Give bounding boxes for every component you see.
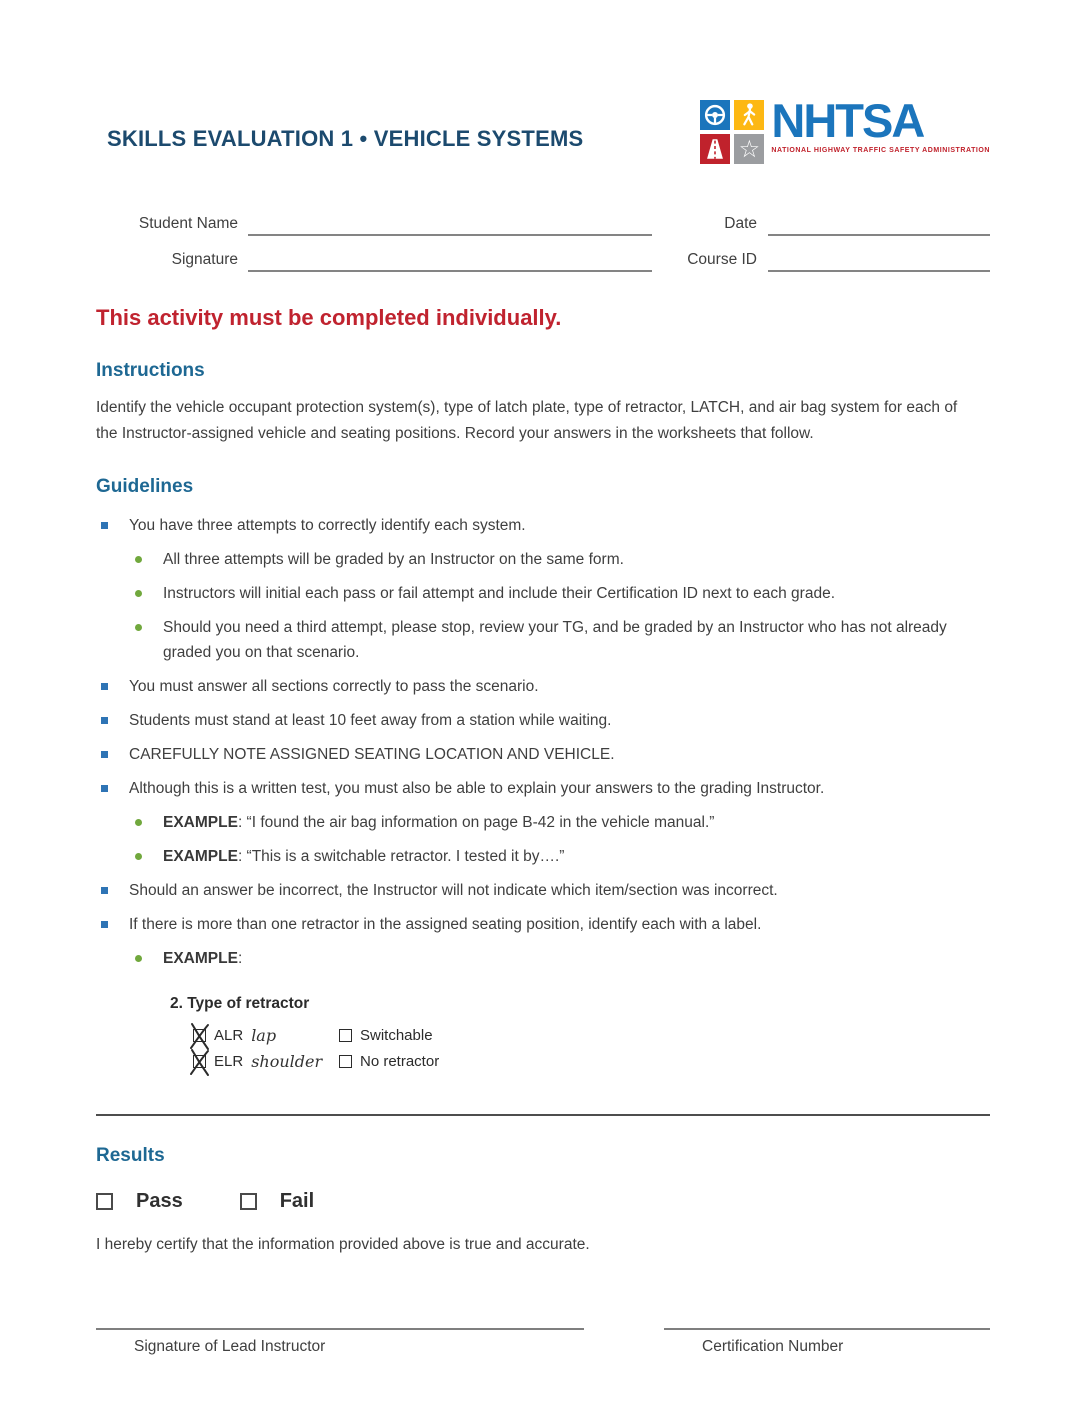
round-bullet-icon [135,955,142,962]
handwritten-note: lap [251,1025,277,1045]
option-label: ALR [214,1026,244,1044]
highway-icon [700,134,730,164]
guideline-subitem [130,810,990,835]
student-name-label: Student Name [138,215,238,232]
fail-label: Fail [279,1190,315,1212]
date-input[interactable] [768,210,990,236]
signature-label: Signature [171,251,238,268]
square-bullet-icon [101,717,108,724]
guideline-item [96,708,990,733]
lead-instructor-signature-block [96,1328,584,1356]
certification-number-input[interactable] [664,1328,990,1330]
square-bullet-icon [101,785,108,792]
guideline-item [96,742,990,767]
example-text: : [237,950,243,967]
lead-instructor-signature-input[interactable] [96,1328,584,1330]
example-prefix: EXAMPLE [163,814,238,831]
certify-statement: I hereby certify that the information provided above is true and accurate. [96,1236,590,1253]
square-bullet-icon [101,751,108,758]
example-text: : “I found the air bag information on page B-42 in the vehicle manual.” [237,814,715,831]
guideline-subitem [130,547,990,572]
instructions-heading: Instructions [96,360,205,381]
figure-heading: 2. Type of retractor [170,995,310,1012]
square-bullet-icon [101,887,108,894]
checkbox-elr [193,1055,206,1068]
handwritten-x-icon [188,1022,213,1051]
course-id-input[interactable] [768,246,990,272]
guideline-subtext: Should you need a third attempt, please stop, review your TG, and be graded by an Instructor who has not already graded you on that scenario. [163,619,947,661]
round-bullet-icon [135,624,142,631]
guideline-subtext: All three attempts will be graded by an Instructor on the same form. [163,551,624,568]
section-divider [96,1114,990,1116]
guideline-text: CAREFULLY NOTE ASSIGNED SEATING LOCATION AND VEHICLE. [129,746,615,763]
round-bullet-icon [135,853,142,860]
guideline-subtext [163,946,242,971]
pass-label: Pass [136,1190,183,1212]
nhtsa-logo [700,94,990,164]
guideline-item [96,912,990,937]
certification-number-label: Certification Number [702,1338,844,1355]
round-bullet-icon [135,556,142,563]
checkbox-no-retractor [339,1055,352,1068]
guideline-item [96,674,990,699]
course-id-label: Course ID [687,251,757,268]
nhtsa-tagline: NATIONAL HIGHWAY TRAFFIC SAFETY ADMINISTRATION [771,147,990,154]
guideline-text: Although this is a written test, you must also be able to explain your answers to the grading Instructor. [129,780,825,797]
date-label: Date [724,215,757,232]
steering-wheel-icon [700,100,730,130]
checkbox-alr [193,1029,206,1042]
guideline-subitem [130,946,990,971]
pedestrian-icon [734,100,764,130]
option-switchable [339,1022,990,1048]
pass-checkbox[interactable] [96,1193,113,1210]
example-prefix: EXAMPLE [163,848,238,865]
guideline-subitem [130,844,990,869]
results-heading: Results [96,1145,165,1166]
footer-signatures [96,1328,990,1356]
guideline-text: You have three attempts to correctly identify each system. [129,517,526,534]
square-bullet-icon [101,683,108,690]
round-bullet-icon [135,819,142,826]
guideline-text: Should an answer be incorrect, the Instructor will not indicate which item/section was incorrect. [129,882,778,899]
field-row-2 [96,236,990,272]
guidelines-heading: Guidelines [96,476,194,497]
guideline-item [96,776,990,801]
field-row-1 [96,200,990,236]
star-icon: ☆ [734,134,764,164]
pass-fail-row [96,1190,990,1213]
option-label: No retractor [360,1052,440,1070]
guideline-subtext: Instructors will initial each pass or fail attempt and include their Certification ID next to each grade. [163,585,835,602]
square-bullet-icon [101,921,108,928]
page-title: SKILLS EVALUATION 1 • VEHICLE SYSTEMS [107,126,584,151]
option-elr [193,1048,339,1074]
instructions-body: Identify the vehicle occupant protection system(s), type of latch plate, type of retractor, LATCH, and air bag system for each of the Instructor-assigned vehicle and seating positions. Record your answers in the worksheets that follow. [96,399,958,442]
option-label: Switchable [360,1026,433,1044]
square-bullet-icon [101,522,108,529]
round-bullet-icon [135,590,142,597]
figure-options-grid [193,1022,990,1074]
option-alr [193,1022,339,1048]
handwritten-x-icon [188,1048,213,1077]
fail-checkbox[interactable] [240,1193,257,1210]
guidelines-list [96,513,990,971]
guideline-item [96,878,990,903]
nhtsa-wordmark: NHTSA [771,94,924,147]
guideline-subtext [163,810,714,835]
guideline-text: If there is more than one retractor in the assigned seating position, identify each with a label. [129,916,762,933]
guideline-item [96,513,990,538]
signature-input[interactable] [248,246,652,272]
handwritten-note: shoulder [251,1051,323,1071]
nhtsa-wordmark-block [771,94,990,154]
example-prefix: EXAMPLE [163,950,238,967]
individual-activity-notice: This activity must be completed individually. [96,305,562,330]
checkbox-switchable [339,1029,352,1042]
header [96,94,990,164]
certification-number-block [664,1328,990,1356]
guideline-subitem [130,581,990,606]
student-name-input[interactable] [248,210,652,236]
guideline-text: You must answer all sections correctly to pass the scenario. [129,678,539,695]
example-text: : “This is a switchable retractor. I tested it by….” [237,848,565,865]
retractor-example-figure [170,995,990,1074]
guideline-subtext [163,844,564,869]
option-label: ELR [214,1052,244,1070]
option-no-retractor [339,1048,990,1074]
form-fields [96,200,990,272]
lead-instructor-signature-label: Signature of Lead Instructor [134,1338,326,1355]
guideline-subitem [130,615,990,665]
nhtsa-logo-grid [700,100,764,164]
guideline-text: Students must stand at least 10 feet away from a station while waiting. [129,712,612,729]
